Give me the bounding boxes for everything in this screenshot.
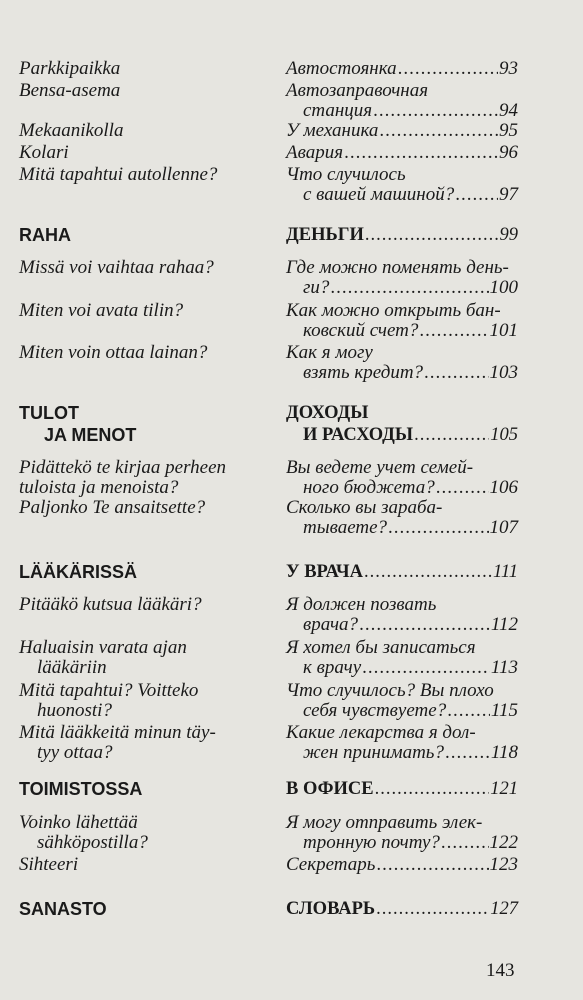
entry-page: 106 (489, 477, 518, 498)
toc-entry-ru: Что случилось (286, 164, 406, 185)
toc-entry-ru (286, 854, 518, 876)
entry-page: 115 (490, 700, 518, 721)
toc-entry-fi: Sihteeri (19, 854, 79, 875)
entry-title: И РАСХОДЫ (303, 425, 414, 445)
entry-title: с вашей машиной? (303, 184, 455, 205)
entry-title: ДЕНЬГИ (286, 225, 364, 245)
section-heading-fi: TULOT (19, 403, 79, 423)
toc-entry-ru (286, 142, 518, 164)
toc-entry-ru (303, 184, 518, 206)
toc-entry-fi: tuloista ja menoista? (19, 477, 179, 498)
entry-title: врача? (303, 614, 359, 635)
toc-entry-ru (303, 657, 518, 679)
leader-dots (359, 614, 490, 636)
entry-page: 118 (490, 742, 518, 763)
entry-page: 127 (490, 899, 518, 919)
toc-entry-ru: Автозаправочная (286, 80, 429, 101)
toc-entry-fi: Bensa-asema (19, 80, 121, 101)
toc-entry-fi: Miten voi avata tilin? (19, 300, 184, 321)
entry-title: ги? (303, 277, 330, 298)
entry-page: 103 (489, 362, 518, 383)
entry-page: 100 (489, 277, 518, 298)
section-heading-fi: RAHA (19, 225, 71, 245)
leader-dots (373, 100, 498, 122)
leader-dots (441, 832, 489, 854)
toc-entry-ru (303, 517, 518, 539)
toc-entry-ru (303, 100, 518, 122)
toc-entry-ru: Как можно открыть бан- (286, 300, 501, 321)
section-heading-ru (286, 224, 518, 246)
toc-entry-ru: Я могу отправить элек- (286, 812, 483, 833)
entry-page: 113 (490, 657, 518, 678)
toc-entry-ru (303, 320, 518, 342)
page-number: 143 (486, 960, 515, 981)
leader-dots (362, 657, 490, 679)
section-heading-ru (286, 778, 518, 800)
toc-entry-fi: lääkäriin (37, 657, 107, 678)
leader-dots (398, 58, 498, 80)
section-heading-fi: TOIMISTOSSA (19, 779, 143, 799)
entry-page: 96 (499, 142, 518, 163)
entry-title: взять кредит? (303, 362, 424, 383)
entry-page: 105 (490, 425, 518, 445)
leader-dots (424, 362, 488, 384)
toc-entry-fi: Mitä tapahtui autollenne? (19, 164, 218, 185)
leader-dots (379, 120, 498, 142)
toc-entry-ru (303, 477, 518, 499)
leader-dots (376, 854, 488, 876)
toc-entry-ru (303, 742, 518, 764)
toc-entry-fi: Parkkipaikka (19, 58, 121, 79)
entry-title: В ОФИСЕ (286, 779, 374, 799)
entry-title: Автостоянка (286, 58, 397, 79)
toc-entry-fi: Miten voin ottaa lainan? (19, 342, 208, 363)
toc-entry-fi: huonosti? (37, 700, 112, 721)
toc-entry-ru: Где можно поменять день- (286, 257, 509, 278)
leader-dots (330, 277, 488, 299)
entry-page: 107 (489, 517, 518, 538)
toc-entry-fi: Missä voi vaihtaa rahaa? (19, 257, 214, 278)
entry-title: тронную почту? (303, 832, 440, 853)
toc-entry-fi: sähköpostilla? (37, 832, 148, 853)
leader-dots (447, 700, 490, 722)
toc-entry-ru: Я хотел бы записаться (286, 637, 476, 658)
toc-entry-fi: Haluaisin varata ajan (19, 637, 187, 658)
section-heading-ru (303, 424, 518, 446)
section-heading-ru: ДОХОДЫ (286, 403, 369, 423)
toc-entry-fi: tyy ottaa? (37, 742, 113, 763)
section-heading-fi: JA MENOT (44, 425, 137, 445)
entry-title: ковский счет? (303, 320, 419, 341)
entry-title: тываете? (303, 517, 388, 538)
entry-page: 123 (489, 854, 518, 875)
leader-dots (344, 142, 498, 164)
leader-dots (365, 224, 499, 246)
section-heading-fi: LÄÄKÄRISSÄ (19, 562, 138, 582)
entry-title: СЛОВАРЬ (286, 899, 376, 919)
toc-entry-ru (303, 362, 518, 384)
section-heading-ru (286, 561, 518, 583)
toc-entry-ru (303, 614, 518, 636)
entry-page: 95 (499, 120, 518, 141)
toc-entry-ru: Вы ведете учет семей- (286, 457, 474, 478)
entry-page: 97 (499, 184, 518, 205)
entry-page: 93 (499, 58, 518, 79)
entry-page: 101 (489, 320, 518, 341)
toc-entry-fi: Paljonko Te ansaitsette? (19, 497, 206, 518)
toc-entry-fi: Pitääkö kutsua lääkäri? (19, 594, 202, 615)
toc-entry-ru: Как я могу (286, 342, 373, 363)
leader-dots (414, 424, 489, 446)
toc-entry-fi: Pidättekö te kirjaa perheen (19, 457, 227, 478)
entry-title: станция (303, 100, 373, 121)
entry-page: 99 (499, 225, 518, 245)
entry-page: 121 (490, 779, 518, 799)
toc-entry-fi: Kolari (19, 142, 69, 163)
toc-entry-ru: Я должен позвать (286, 594, 437, 615)
leader-dots (376, 898, 489, 920)
toc-entry-ru: Сколько вы зараба- (286, 497, 443, 518)
leader-dots (364, 561, 492, 583)
toc-entry-fi: Mitä lääkkeitä minun täy- (19, 722, 216, 743)
entry-title: жен принимать? (303, 742, 444, 763)
entry-title: У механика (286, 120, 379, 141)
toc-entry-fi: Mekaanikolla (19, 120, 124, 141)
entry-title: себя чувствуете? (303, 700, 447, 721)
entry-title: к врачу (303, 657, 362, 678)
entry-title: Авария (286, 142, 344, 163)
leader-dots (436, 477, 489, 499)
toc-entry-ru (286, 120, 518, 142)
toc-entry-ru (303, 700, 518, 722)
toc-entry-ru: Что случилось? Вы плохо (286, 680, 494, 701)
entry-page: 111 (492, 562, 518, 582)
leader-dots (419, 320, 488, 342)
toc-entry-fi: Mitä tapahtui? Voitteko (19, 680, 199, 701)
toc-entry-ru (303, 277, 518, 299)
toc-entry-ru: Какие лекарства я дол- (286, 722, 476, 743)
toc-entry-fi: Voinko lähettää (19, 812, 138, 833)
entry-page: 122 (489, 832, 518, 853)
leader-dots (375, 778, 490, 800)
toc-entry-ru (286, 58, 518, 80)
section-heading-fi: SANASTO (19, 899, 107, 919)
entry-title: Секретарь (286, 854, 376, 875)
leader-dots (388, 517, 488, 539)
toc-entry-ru (303, 832, 518, 854)
entry-title: ного бюджета? (303, 477, 435, 498)
entry-page: 94 (499, 100, 518, 121)
leader-dots (455, 184, 498, 206)
entry-page: 112 (490, 614, 518, 635)
entry-title: У ВРАЧА (286, 562, 363, 582)
section-heading-ru (286, 898, 518, 920)
leader-dots (445, 742, 490, 764)
